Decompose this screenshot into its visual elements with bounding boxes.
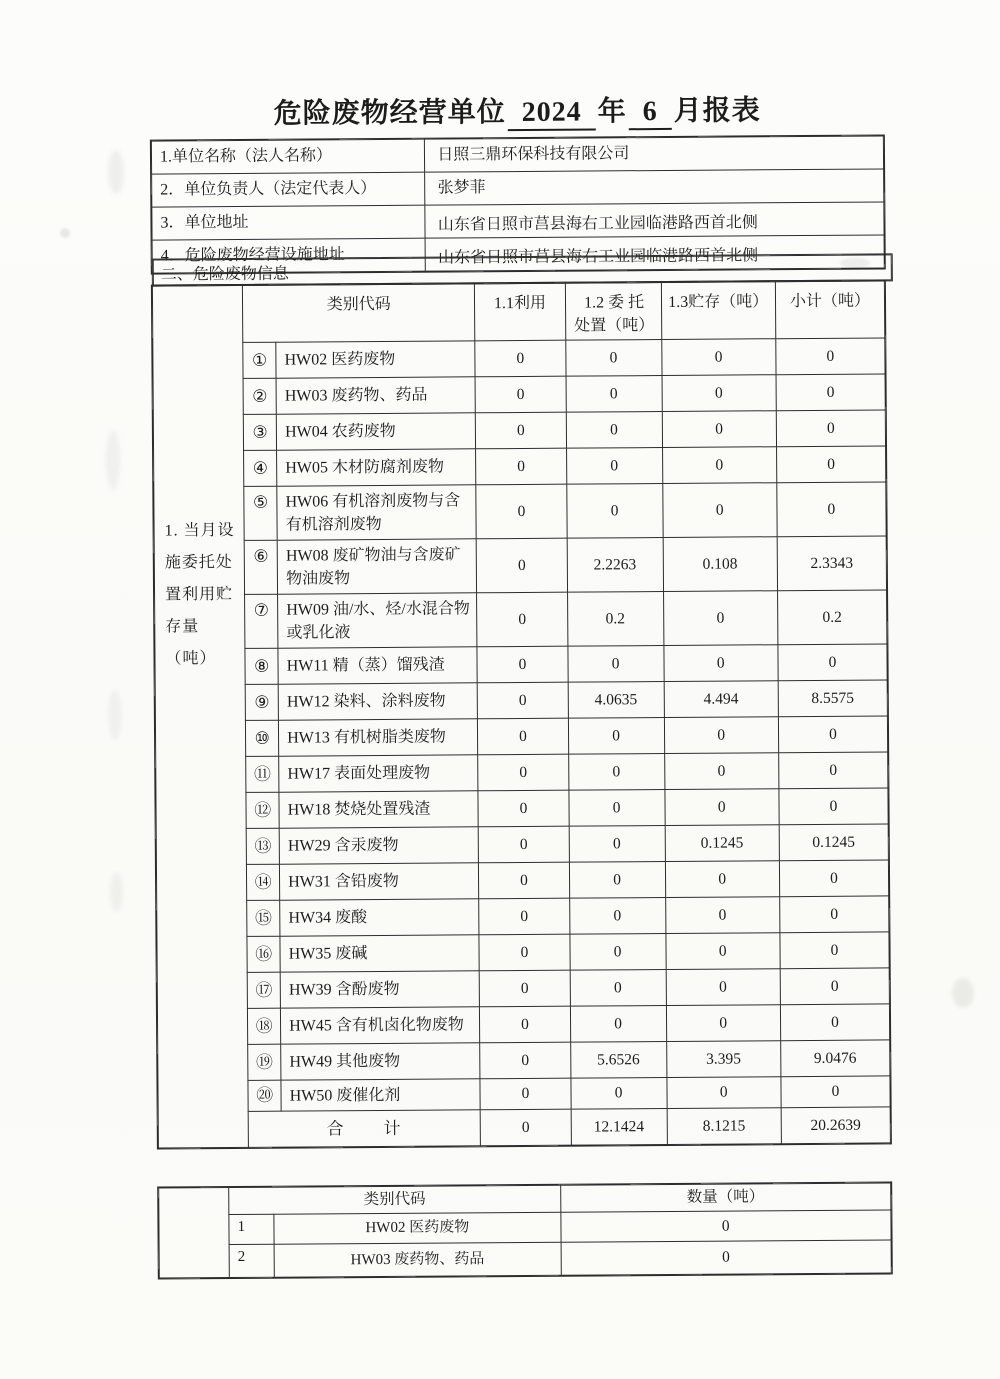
unit-name-value: 日照三鼎环保科技有限公司 xyxy=(425,136,884,172)
unit-info-table xyxy=(151,135,885,273)
col-header-category-2: 类别代码 xyxy=(229,1185,561,1215)
cell-store: 0 xyxy=(666,933,780,970)
cell-use: 0 xyxy=(480,971,570,1008)
col-header-category: 类别代码 xyxy=(243,284,476,343)
cell-entrust: 0 xyxy=(566,484,662,539)
row-num: ⑧ xyxy=(245,649,278,685)
row-num: ⑩ xyxy=(246,721,279,757)
cell-entrust: 0 xyxy=(569,934,665,971)
cell-subtotal: 0 xyxy=(776,446,885,483)
cell-entrust: 0 xyxy=(566,376,662,413)
legal-person-label: 2．单位负责人（法定代表人） xyxy=(152,172,426,207)
cell-use: 0 xyxy=(479,863,569,900)
cell-subtotal: 0 xyxy=(776,374,885,411)
cell-store: 0 xyxy=(662,447,776,484)
row-name: HW17 表面处理废物 xyxy=(279,755,479,792)
waste-row-hw35 xyxy=(157,932,889,973)
row-num: ⑫ xyxy=(246,793,279,829)
waste-row-hw18 xyxy=(156,788,888,829)
cell-entrust: 0 xyxy=(567,646,663,683)
info-row-legal-person xyxy=(152,169,884,207)
row-name: HW49 其他废物 xyxy=(281,1043,481,1080)
row-name: HW08 废矿物油与含废矿物油废物 xyxy=(277,539,477,594)
row-name: HW02 医药废物 xyxy=(274,1213,561,1245)
col-header-storage: 1.3贮存（吨） xyxy=(661,282,776,340)
cell-entrust: 0 xyxy=(570,970,666,1007)
legal-person-value: 张梦菲 xyxy=(425,169,884,205)
cell-entrust: 0 xyxy=(566,412,662,449)
cell-entrust: 0 xyxy=(568,718,664,755)
cell-subtotal: 9.0476 xyxy=(780,1040,889,1077)
row-name: HW09 油/水、烃/水混合物或乳化液 xyxy=(278,593,478,648)
report-title xyxy=(151,87,884,133)
cell-entrust: 0 xyxy=(569,826,665,863)
report-title-text: 危险废物经营单位 xyxy=(273,97,506,130)
row-name: HW39 含酚废物 xyxy=(280,971,480,1008)
info-row-unit-address xyxy=(152,202,884,240)
col-header-subtotal: 小计（吨） xyxy=(775,281,885,339)
cell-store: 0 xyxy=(665,789,779,826)
waste-table-header-row xyxy=(152,281,884,343)
row-name: HW06 有机溶剂废物与含有机溶剂废物 xyxy=(277,485,477,540)
row-num: ⑯ xyxy=(247,937,280,973)
cell-entrust: 0 xyxy=(568,790,664,827)
row-num: ⑦ xyxy=(245,595,278,649)
row-num: ② xyxy=(243,379,276,415)
waste-row-hw39 xyxy=(157,968,889,1009)
cell-use: 0 xyxy=(477,593,567,648)
row-num: ⑭ xyxy=(247,865,280,901)
waste-row-hw03 xyxy=(153,374,885,415)
row-num: ① xyxy=(243,343,276,379)
row-name: HW12 染料、涂料废物 xyxy=(278,683,478,720)
cell-subtotal: 0.2 xyxy=(777,590,887,645)
cell-use: 0 xyxy=(480,1079,570,1111)
cell-subtotal: 0 xyxy=(780,1004,889,1041)
cell-entrust: 0 xyxy=(565,340,661,377)
report-year-label: 年 xyxy=(597,96,627,128)
cell-entrust: 0.2 xyxy=(567,592,663,647)
row-num: ⑪ xyxy=(246,757,279,793)
cell-use: 0 xyxy=(476,449,566,486)
row-num: ⑳ xyxy=(248,1081,281,1112)
waste-row-hw31 xyxy=(156,860,888,901)
row-num: ⑨ xyxy=(245,685,278,721)
cell-store: 0 xyxy=(661,339,775,376)
cell-store: 0 xyxy=(664,717,778,754)
cell-subtotal: 0 xyxy=(779,788,888,825)
cell-use: 0 xyxy=(475,341,565,378)
waste-row-hw08 xyxy=(154,536,886,595)
cell-store: 0.108 xyxy=(663,537,778,592)
cell-subtotal: 8.5575 xyxy=(778,680,887,717)
row-num: 2 xyxy=(229,1245,274,1278)
cell-use: 0 xyxy=(478,755,568,792)
row-num: ⑮ xyxy=(247,901,280,937)
cell-use: 0 xyxy=(478,719,568,756)
cell-use: 0 xyxy=(479,899,569,936)
cell-store: 0 xyxy=(667,1077,781,1109)
row-num: ⑬ xyxy=(246,829,279,865)
cell-amount: 0 xyxy=(560,1210,891,1242)
cell-subtotal: 0 xyxy=(776,338,885,375)
row-name: HW05 木材防腐剂废物 xyxy=(277,449,477,486)
cell-use: 0 xyxy=(479,935,569,972)
waste-row-hw11 xyxy=(155,644,887,685)
cell-subtotal: 0 xyxy=(776,410,885,447)
cell-store: 0 xyxy=(664,645,778,682)
waste-row-hw04 xyxy=(153,410,885,451)
waste-amount-table xyxy=(158,1182,892,1279)
waste-summary-table xyxy=(152,280,891,1148)
row-name: HW18 焚烧处置残渣 xyxy=(279,791,479,828)
cell-store: 0 xyxy=(666,969,780,1006)
cell-subtotal: 0 xyxy=(777,482,887,537)
section2-sidebar-cell xyxy=(159,1188,230,1279)
report-month-label: 月报表 xyxy=(673,95,761,127)
cell-entrust: 2.2263 xyxy=(567,538,663,593)
waste-row-hw12 xyxy=(155,680,887,721)
facility-address-label: 4．危险废物经营设施地址 xyxy=(152,238,426,273)
waste-row-hw02 xyxy=(153,338,885,379)
cell-subtotal: 0.1245 xyxy=(779,824,888,861)
waste-row-hw13 xyxy=(155,716,887,757)
row-num: ⑥ xyxy=(244,541,277,595)
cell-subtotal: 0 xyxy=(781,1076,890,1108)
waste-row-hw49 xyxy=(158,1040,890,1081)
cell-entrust: 0 xyxy=(570,1078,666,1110)
row-num: ③ xyxy=(243,415,276,451)
cell-store: 0.1245 xyxy=(665,825,779,862)
section1-sidebar-label: 1. 当月设施委托处置利用贮存量（吨） xyxy=(152,285,248,1148)
cell-entrust: 0 xyxy=(568,754,664,791)
cell-subtotal: 0 xyxy=(778,752,887,789)
cell-subtotal: 0 xyxy=(779,860,888,897)
row-name: HW02 医药废物 xyxy=(276,341,476,378)
cell-entrust: 5.6526 xyxy=(570,1042,666,1079)
total-store: 8.1215 xyxy=(667,1108,781,1145)
total-subtotal: 20.2639 xyxy=(781,1107,890,1144)
cell-use: 0 xyxy=(477,539,567,594)
row-name: HW03 废药物、药品 xyxy=(276,377,476,414)
facility-address-value: 山东省日照市莒县海右工业园临港路西首北侧 xyxy=(425,235,884,271)
cell-subtotal: 0 xyxy=(780,932,889,969)
row-name: HW04 农药废物 xyxy=(276,413,476,450)
cell-store: 0 xyxy=(662,483,777,538)
cell-use: 0 xyxy=(480,1007,570,1044)
unit-address-value: 山东省日照市莒县海右工业园临港路西首北侧 xyxy=(425,202,884,238)
cell-store: 0 xyxy=(666,1005,780,1042)
row-name: HW31 含铅废物 xyxy=(280,863,480,900)
row-name: HW13 有机树脂类废物 xyxy=(279,719,479,756)
cell-use: 0 xyxy=(480,1043,570,1080)
row-num: ⑰ xyxy=(247,973,280,1009)
row-name: HW11 精（蒸）馏残渣 xyxy=(278,647,478,684)
cell-store: 0 xyxy=(663,591,778,646)
row-name: HW03 废药物、药品 xyxy=(274,1243,561,1278)
cell-store: 0 xyxy=(665,897,779,934)
cell-subtotal: 2.3343 xyxy=(777,536,887,591)
waste-row-hw34 xyxy=(157,896,889,937)
cell-entrust: 0 xyxy=(570,1006,666,1043)
cell-store: 0 xyxy=(665,861,779,898)
col-header-entrust-disposal: 1.2 委 托 处置（吨） xyxy=(565,283,662,341)
cell-store: 4.494 xyxy=(664,681,778,718)
waste-row-hw50 xyxy=(158,1076,890,1112)
cell-use: 0 xyxy=(478,683,568,720)
col-header-amount: 数量（吨） xyxy=(560,1183,891,1213)
row-num: ⑲ xyxy=(248,1045,281,1081)
cell-store: 0 xyxy=(662,375,776,412)
report-month: 6 xyxy=(629,96,672,130)
cell-store: 0 xyxy=(664,753,778,790)
row-name: HW29 含汞废物 xyxy=(279,827,479,864)
waste-row-hw05 xyxy=(154,446,886,487)
report-year: 2024 xyxy=(508,96,596,131)
cell-entrust: 0 xyxy=(569,898,665,935)
waste-total-row xyxy=(158,1107,890,1148)
row-name: HW35 废碱 xyxy=(280,935,480,972)
cell-subtotal: 0 xyxy=(778,716,887,753)
cell-entrust: 0 xyxy=(569,862,665,899)
total-use: 0 xyxy=(481,1110,571,1147)
cell-use: 0 xyxy=(479,827,569,864)
row-name: HW34 废酸 xyxy=(280,899,480,936)
total-entrust: 12.1424 xyxy=(571,1109,667,1146)
cell-subtotal: 0 xyxy=(778,644,887,681)
cell-use: 0 xyxy=(477,647,567,684)
cell-subtotal: 0 xyxy=(779,896,888,933)
waste-row-hw29 xyxy=(156,824,888,865)
row-num: ⑱ xyxy=(248,1009,281,1045)
row-num: ④ xyxy=(244,451,277,487)
waste-row-hw06 xyxy=(154,482,886,541)
waste-row-hw17 xyxy=(156,752,888,793)
info-row-unit-name xyxy=(151,136,883,174)
waste-row-hw45 xyxy=(157,1004,889,1045)
unit-name-label: 1.单位名称（法人名称） xyxy=(151,139,425,174)
row-num: ⑤ xyxy=(244,487,277,541)
cell-store: 3.395 xyxy=(666,1041,780,1078)
waste-row-hw09 xyxy=(155,590,887,649)
cell-use: 0 xyxy=(476,413,566,450)
amount-row-hw03 xyxy=(159,1240,891,1278)
section2-heading: 二、危险废物信息 xyxy=(152,253,893,286)
unit-address-label: 3．单位地址 xyxy=(152,205,426,240)
row-name: HW50 废催化剂 xyxy=(281,1079,480,1111)
cell-entrust: 4.0635 xyxy=(568,682,664,719)
col-header-use: 1.1利用 xyxy=(475,283,566,341)
cell-use: 0 xyxy=(478,791,568,828)
cell-subtotal: 0 xyxy=(780,968,889,1005)
cell-store: 0 xyxy=(662,411,776,448)
row-name: HW45 含有机卤化物废物 xyxy=(281,1007,481,1044)
cell-use: 0 xyxy=(475,377,565,414)
cell-amount: 0 xyxy=(561,1240,892,1275)
total-label: 合 计 xyxy=(248,1110,481,1148)
cell-entrust: 0 xyxy=(566,448,662,485)
cell-use: 0 xyxy=(476,485,566,540)
row-num: 1 xyxy=(229,1215,274,1245)
